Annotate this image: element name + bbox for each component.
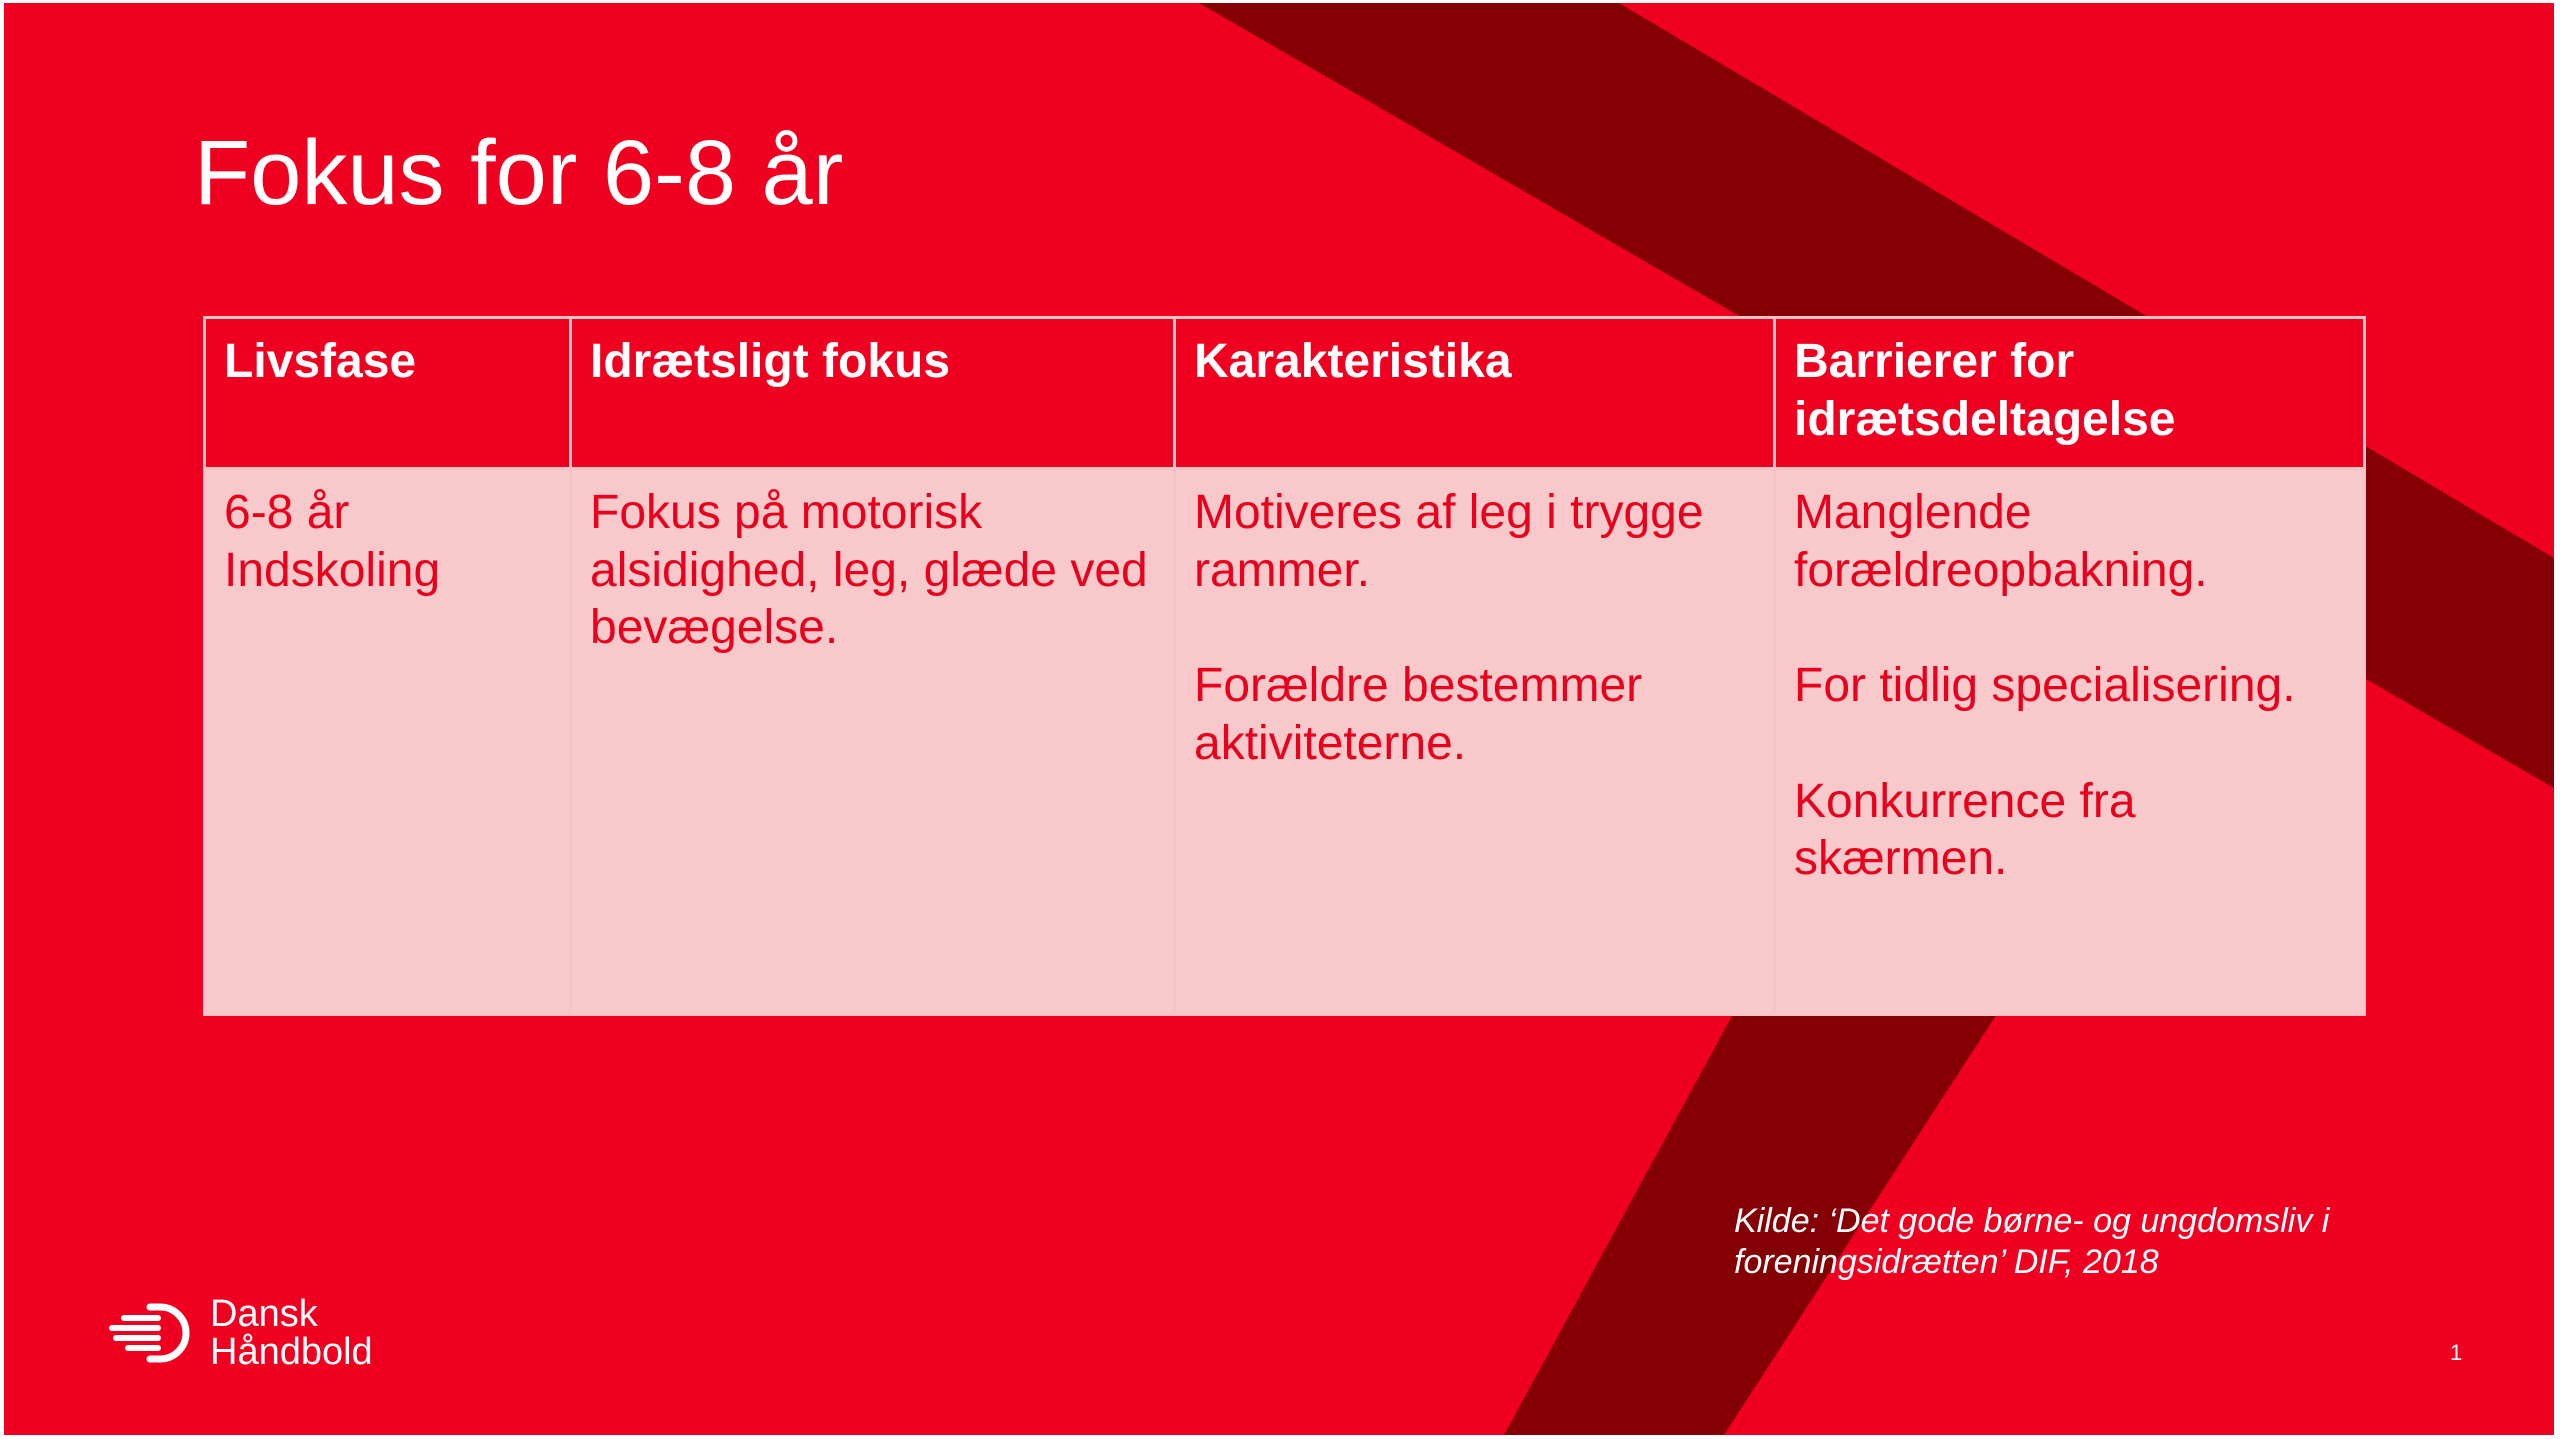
fokus-text: Fokus på motorisk alsidighed, leg, glæde ved bevægelse. <box>590 486 1148 655</box>
dansk-handbold-logo <box>106 1295 373 1371</box>
barrierer-item-3: Konkurrence fra skærmen. <box>1794 774 2136 886</box>
header-barrierer: Barrierer for idrætsdeltagelse <box>1775 318 2365 469</box>
header-livsfase: Livsfase <box>205 318 571 469</box>
table-header-row <box>205 318 2365 469</box>
slide-title: Fokus for 6-8 år <box>194 122 844 224</box>
table-row <box>205 469 2365 1015</box>
header-karakteristika: Karakteristika <box>1175 318 1775 469</box>
livsfase-stage: Indskoling <box>224 543 441 597</box>
cell-fokus <box>571 469 1175 1015</box>
livsfase-age: 6-8 år <box>224 486 350 539</box>
logo-line-2: Håndbold <box>210 1331 373 1373</box>
focus-table <box>203 316 2366 1016</box>
page-number: 1 <box>2450 1340 2463 1365</box>
barrierer-item-2: For tidlig specialisering. <box>1794 659 2296 713</box>
karakteristika-item-1: Motiveres af leg i trygge rammer. <box>1194 486 1704 597</box>
source-citation: Kilde: ‘Det gode børne- og ungdomsliv i foreningsidrætten’ DIF, 2018 <box>1734 1202 2330 1281</box>
dansk-handbold-logo-icon <box>106 1301 194 1365</box>
cell-barrierer <box>1775 469 2365 1015</box>
cell-karakteristika <box>1175 469 1775 1015</box>
cell-livsfase <box>205 469 571 1015</box>
logo-line-1: Dansk <box>210 1293 318 1335</box>
barrierer-item-1: Manglende forældreopbakning. <box>1794 486 2208 597</box>
slide <box>4 3 2554 1435</box>
header-idraetsligt-fokus: Idrætsligt fokus <box>571 318 1175 469</box>
karakteristika-item-2: Forældre bestemmer aktiviteterne. <box>1194 659 1643 770</box>
logo-wordmark <box>210 1295 373 1371</box>
